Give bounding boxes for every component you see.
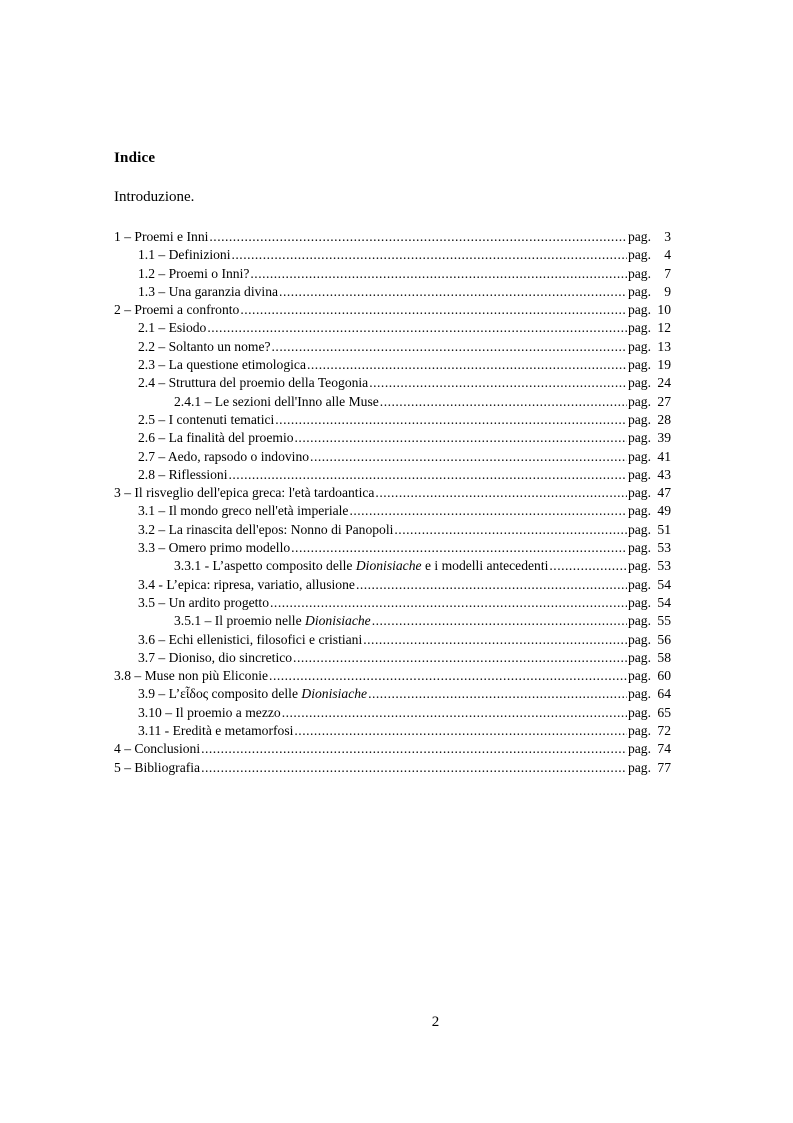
page-label: pag. (627, 338, 651, 354)
toc-entry-title-text: 3.6 – Echi ellenistici, filosofici e cristiani (138, 631, 363, 647)
toc-entry (114, 612, 671, 630)
page-label: pag. (627, 357, 651, 373)
toc-entry-page (628, 411, 671, 429)
toc-entry-title (138, 319, 206, 337)
dot-leader (380, 393, 627, 411)
page-label: pag. (627, 448, 651, 464)
toc-entry-page (628, 612, 671, 630)
dot-leader (269, 667, 627, 685)
toc-entry-title (138, 283, 278, 301)
toc-entry-title (138, 411, 274, 429)
dot-leader (229, 466, 627, 484)
toc-entry (114, 667, 671, 685)
toc-entry-title (138, 594, 269, 612)
toc-entry-page (628, 740, 671, 758)
dot-leader (310, 448, 627, 466)
toc-entry-page (628, 374, 671, 392)
toc-entry-title-text: 2.2 – Soltanto un nome? (138, 338, 271, 354)
page-label: pag. (627, 393, 651, 409)
page-label: pag. (627, 759, 651, 775)
page-number-value: 13 (657, 338, 671, 354)
toc-entry (114, 539, 671, 557)
toc-entry-title-text: 3.3.1 - L’aspetto composito delle (174, 558, 356, 574)
page-number-value: 51 (657, 521, 671, 537)
page-number-value: 9 (664, 283, 671, 299)
toc-entry-title-text: 3.5.1 – Il proemio nelle (174, 613, 305, 629)
dot-leader (209, 228, 627, 246)
toc-entry-title (138, 502, 348, 520)
toc-entry-title-text: 4 – Conclusioni (114, 741, 201, 757)
toc-entry (114, 759, 671, 777)
page-label: pag. (627, 723, 651, 739)
toc-entry-title-text: 3.9 – L’εἶδος composito delle (138, 686, 302, 702)
toc-entry-title (174, 612, 371, 630)
toc-entry (114, 502, 671, 520)
page-number-value: 7 (664, 265, 671, 281)
dot-leader (201, 759, 627, 777)
dot-leader (295, 429, 627, 447)
toc-entry-title-text: 3.1 – Il mondo greco nell'età imperiale (138, 503, 349, 519)
toc-entry-page (628, 722, 671, 740)
page-label: pag. (627, 375, 651, 391)
toc-entry (114, 704, 671, 722)
page-number-value: 27 (657, 393, 671, 409)
page-number-value: 77 (657, 759, 671, 775)
table-of-contents (114, 228, 671, 777)
page-number-value: 3 (664, 229, 671, 244)
toc-entry-title (138, 429, 294, 447)
toc-entry-title-text: 2.5 – I contenuti tematici (138, 411, 275, 427)
page-label: pag. (627, 229, 651, 244)
toc-entry-page (628, 539, 671, 557)
toc-entry-title-text: 2.6 – La finalità del proemio (138, 430, 294, 446)
toc-entry-page (628, 265, 671, 283)
toc-entry-title-text: 1.1 – Definizioni (138, 247, 231, 263)
toc-entry-page (628, 759, 671, 777)
toc-entry (114, 484, 671, 502)
toc-entry-page (628, 301, 671, 319)
page-number-value: 53 (657, 540, 671, 556)
dot-leader (240, 301, 627, 319)
dot-leader (270, 594, 627, 612)
toc-entry-title (114, 740, 200, 758)
toc-entry-title (138, 521, 393, 539)
dot-leader (279, 283, 627, 301)
toc-entry-page (628, 338, 671, 356)
toc-entry (114, 466, 671, 484)
toc-entry (114, 265, 671, 283)
page-number-value: 53 (657, 558, 671, 574)
toc-entry-title-text: 1.2 – Proemi o Inni? (138, 265, 250, 281)
toc-entry-title (174, 393, 379, 411)
page-number-value: 39 (657, 430, 671, 446)
toc-entry-page (628, 667, 671, 685)
dot-leader (272, 338, 627, 356)
toc-entry (114, 356, 671, 374)
toc-entry (114, 301, 671, 319)
page-number-value: 41 (657, 448, 671, 464)
toc-entry-page (628, 246, 671, 264)
toc-entry-title (114, 484, 374, 502)
page-number-value: 47 (657, 485, 671, 501)
dot-leader (275, 411, 627, 429)
toc-entry-title-text: 3 – Il risveglio dell'epica greca: l'età tardoantica (114, 485, 375, 501)
page-label: pag. (627, 741, 651, 757)
page-label: pag. (627, 576, 651, 592)
dot-leader (294, 722, 627, 740)
page-number-value: 54 (657, 576, 671, 592)
toc-entry-title-text: 2 – Proemi a confronto (114, 302, 240, 318)
toc-entry-title-text: e i modelli antecedenti (421, 558, 549, 574)
page-number-value: 49 (657, 503, 671, 519)
page-number-value: 24 (657, 375, 671, 391)
toc-entry (114, 246, 671, 264)
toc-entry (114, 521, 671, 539)
page-number-value: 12 (657, 320, 671, 336)
toc-entry (114, 685, 671, 703)
toc-entry-page (628, 393, 671, 411)
page-label: pag. (627, 247, 651, 263)
toc-entry-title-text: 1 – Proemi e Inni (114, 229, 209, 244)
dot-leader (549, 557, 627, 575)
dot-leader (394, 521, 627, 539)
toc-entry-page (628, 521, 671, 539)
toc-entry (114, 393, 671, 411)
page-label: pag. (627, 594, 651, 610)
page-label: pag. (627, 668, 651, 684)
dot-leader (356, 576, 627, 594)
toc-entry-title-text: 2.3 – La questione etimologica (138, 357, 306, 373)
page-number-value: 60 (657, 668, 671, 684)
page-number-value: 56 (657, 631, 671, 647)
page-label: pag. (627, 558, 651, 574)
toc-entry-title-text: 2.4 – Struttura del proemio della Teogonia (138, 375, 369, 391)
page-label: pag. (627, 485, 651, 501)
toc-entry-title-text: 2.1 – Esiodo (138, 320, 207, 336)
page-label: pag. (627, 540, 651, 556)
toc-entry (114, 338, 671, 356)
dot-leader (307, 356, 627, 374)
dot-leader (372, 612, 627, 630)
toc-entry-title (138, 246, 231, 264)
dot-leader (201, 740, 627, 758)
toc-entry-page (628, 429, 671, 447)
toc-entry-title-text: 3.4 - L’epica: ripresa, variatio, allusione (138, 576, 355, 592)
toc-entry (114, 228, 671, 246)
dot-leader (293, 649, 627, 667)
toc-entry (114, 649, 671, 667)
toc-entry (114, 576, 671, 594)
dot-leader (250, 265, 627, 283)
toc-entry-title-text: 2.7 – Aedo, rapsodo o indovino (138, 448, 310, 464)
toc-entry-title (138, 374, 368, 392)
dot-leader (369, 374, 627, 392)
toc-entry-page (628, 448, 671, 466)
toc-entry (114, 722, 671, 740)
toc-entry-title (138, 356, 306, 374)
page-label: pag. (627, 302, 651, 318)
toc-entry-page (628, 356, 671, 374)
dot-leader (232, 246, 627, 264)
toc-entry-page (628, 704, 671, 722)
dot-leader (363, 631, 627, 649)
toc-entry-title-text: 2.8 – Riflessioni (138, 466, 228, 482)
toc-entry-page (628, 502, 671, 520)
page-label: pag. (627, 411, 651, 427)
toc-entry (114, 631, 671, 649)
page-number-value: 58 (657, 649, 671, 665)
page-label: pag. (627, 686, 651, 702)
page-label: pag. (627, 466, 651, 482)
page-title: Indice (114, 150, 156, 166)
toc-entry (114, 283, 671, 301)
page-label: pag. (627, 649, 651, 665)
toc-entry-page (628, 649, 671, 667)
page-number-value: 55 (657, 613, 671, 629)
toc-entry-title-text: 3.10 – Il proemio a mezzo (138, 704, 281, 720)
toc-entry-title-italic: Dionisiache (301, 686, 368, 702)
page-number-value: 4 (664, 247, 671, 263)
toc-entry-title-text: 3.3 – Omero primo modello (138, 540, 291, 556)
toc-entry (114, 740, 671, 758)
dot-leader (207, 319, 627, 337)
page-label: pag. (627, 503, 651, 519)
page-number-value: 72 (657, 723, 671, 739)
toc-entry-title-text: 3.7 – Dioniso, dio sincretico (138, 649, 293, 665)
page-number: 2 (431, 1014, 440, 1030)
page-number-value: 64 (657, 686, 671, 702)
page-label: pag. (627, 430, 651, 446)
page-number-value: 19 (657, 357, 671, 373)
page-label: pag. (627, 283, 651, 299)
toc-entry-title (138, 448, 309, 466)
dot-leader (349, 502, 627, 520)
toc-entry (114, 448, 671, 466)
toc-entry-title (138, 685, 367, 703)
toc-entry-page (628, 319, 671, 337)
toc-entry-page (628, 631, 671, 649)
toc-entry-title-text: 3.11 - Eredità e metamorfosi (138, 723, 294, 739)
toc-entry-title-text: 3.5 – Un ardito progetto (138, 594, 270, 610)
toc-entry-page (628, 557, 671, 575)
toc-entry (114, 429, 671, 447)
page-label: pag. (627, 265, 651, 281)
dot-leader (375, 484, 627, 502)
toc-entry-page (628, 466, 671, 484)
page-number-value: 54 (657, 594, 671, 610)
toc-entry-title (114, 667, 268, 685)
toc-entry-title (138, 338, 271, 356)
page-label: pag. (627, 613, 651, 629)
page-label: pag. (627, 704, 651, 720)
page-number-value: 10 (657, 302, 671, 318)
page-number-value: 65 (657, 704, 671, 720)
page-label: pag. (627, 320, 651, 336)
toc-entry-title (138, 631, 362, 649)
toc-entry-page (628, 594, 671, 612)
toc-entry-title (138, 704, 281, 722)
dot-leader (282, 704, 627, 722)
toc-entry-page (628, 576, 671, 594)
toc-entry-title-text: 5 – Bibliografia (114, 759, 201, 775)
toc-entry-title (114, 301, 239, 319)
toc-entry-title (174, 557, 548, 575)
page-number-value: 28 (657, 411, 671, 427)
page-label: pag. (627, 521, 651, 537)
toc-entry-title (138, 539, 290, 557)
toc-entry-title (138, 466, 228, 484)
dot-leader (368, 685, 627, 703)
toc-entry (114, 374, 671, 392)
dot-leader (291, 539, 627, 557)
page-number-value: 74 (657, 741, 671, 757)
toc-entry (114, 411, 671, 429)
toc-entry (114, 557, 671, 575)
toc-entry-page (628, 484, 671, 502)
page-label: pag. (627, 631, 651, 647)
toc-entry-title (138, 722, 293, 740)
toc-entry-page (628, 228, 671, 246)
introduction-heading: Introduzione. (114, 189, 195, 205)
toc-entry-title (138, 576, 355, 594)
toc-entry-title (138, 649, 292, 667)
toc-entry-title-text: 1.3 – Una garanzia divina (138, 283, 279, 299)
toc-entry-page (628, 685, 671, 703)
toc-entry-title-text: 3.8 – Muse non più Eliconie (114, 668, 269, 684)
toc-entry-title-italic: Dionisiache (305, 613, 371, 629)
toc-entry-title (138, 265, 249, 283)
toc-entry-title-italic: Dionisiache (355, 558, 422, 574)
toc-entry-title (114, 228, 208, 246)
toc-entry (114, 319, 671, 337)
toc-entry-title-text: 3.2 – La rinascita dell'epos: Nonno di Panopoli (138, 521, 394, 537)
toc-entry (114, 594, 671, 612)
toc-entry-page (628, 283, 671, 301)
page-number-value: 43 (657, 466, 671, 482)
toc-entry-title-text: 2.4.1 – Le sezioni dell'Inno alle Muse (174, 393, 379, 409)
toc-entry-title (114, 759, 200, 777)
